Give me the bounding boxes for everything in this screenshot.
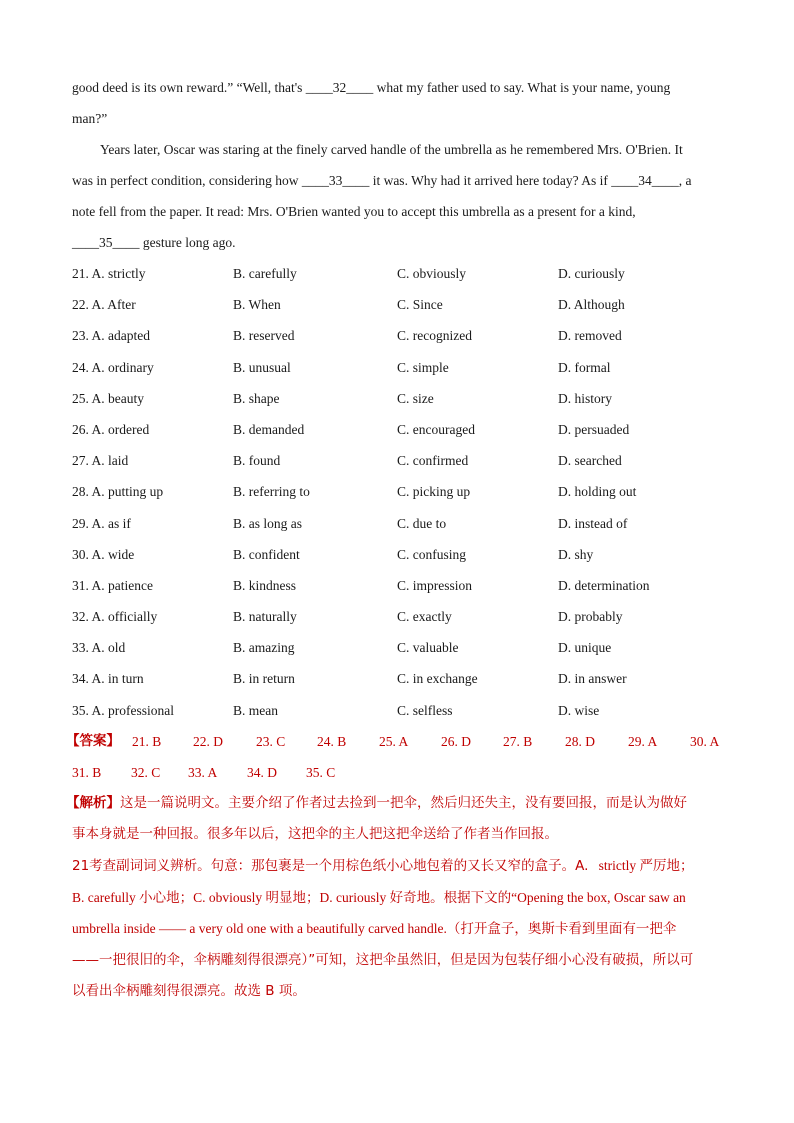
option-b: B. reserved [233, 328, 295, 344]
explanation-line-1 [72, 850, 722, 882]
option-c: C. size [397, 390, 434, 406]
analysis-label: 【解析】 [66, 795, 120, 812]
option-c: C. obviously [397, 266, 467, 281]
option-d: D. unique [558, 640, 612, 656]
option-d: D. in answer [558, 671, 627, 687]
option-b: B. referring to [233, 484, 310, 500]
option-a: 32. A. officially [72, 609, 158, 625]
answer-row-1 [66, 726, 722, 757]
option-a: 22. A. After [72, 297, 136, 313]
answer-item: 28. D [565, 733, 595, 749]
passage-line-6: ____35____ gesture long ago. [72, 235, 236, 250]
passage-line-5: note fell from the paper. It read: Mrs. O'Brien wanted you to accept this umbrella as a present for a kind, [72, 204, 636, 219]
answer-item: 22. D [193, 733, 223, 749]
explanation-line-4: ——一把很旧的伞，伞柄雕刻得很漂亮）”可知，这把伞虽然旧，但是因为包装仔细小心没有破损，所以可 [72, 952, 694, 969]
option-c: C. impression [397, 577, 473, 593]
answer-item: 29. A [628, 733, 658, 749]
answer-item: 25. A [379, 733, 409, 749]
option-b: B. confident [233, 546, 300, 562]
answer-item: 31. B [72, 765, 102, 780]
option-c: C. in exchange [397, 671, 478, 687]
option-c: C. exactly [397, 609, 452, 625]
analysis-section [66, 788, 722, 850]
option-a: 34. A. in turn [72, 671, 144, 687]
explanation-line-5: 以看出伞柄雕刻得很漂亮。故选 B 项。 [72, 983, 306, 1000]
option-a: 29. A. as if [72, 515, 131, 531]
option-a: 27. A. laid [72, 453, 129, 469]
option-d: D. wise [558, 702, 600, 718]
question-row [72, 508, 722, 539]
option-b: B. found [233, 453, 281, 469]
explanation-text: 21考查副词词义辨析。句意：那包裹是一个用棕色纸小心地包着的又长又窄的盒子。A. [72, 858, 589, 875]
option-c: C. confirmed [397, 453, 469, 469]
answer-item: 26. D [441, 733, 471, 749]
passage-line-3: Years later, Oscar was staring at the finely carved handle of the umbrella as he remembered Mrs. O'Brien. It [100, 142, 683, 157]
answer-item: 27. B [503, 733, 533, 749]
option-a: 21. A. strictly [72, 266, 146, 281]
explanation-text: B. carefully 小心地；C. obviously 明显地；D. curiously 好奇地。根据下文的 [72, 890, 512, 906]
option-c: C. recognized [397, 328, 472, 344]
question-row [72, 695, 722, 726]
option-b: B. unusual [233, 359, 291, 375]
option-d: D. curiously [558, 266, 625, 281]
option-b: B. amazing [233, 640, 295, 656]
answer-item: 23. C [256, 733, 286, 749]
option-c: C. valuable [397, 640, 459, 656]
option-d: D. formal [558, 359, 611, 375]
option-c: C. selfless [397, 702, 453, 718]
answer-item: 32. C [131, 765, 161, 780]
answer-row-2 [72, 757, 722, 788]
option-c: C. encouraged [397, 421, 475, 437]
option-d: D. history [558, 390, 612, 406]
option-b: B. When [233, 297, 281, 313]
question-row [72, 383, 722, 414]
answer-item: 34. D [247, 765, 277, 780]
explanation-line-3 [72, 913, 722, 945]
question-options [72, 258, 722, 726]
question-row [72, 414, 722, 445]
option-d: D. removed [558, 328, 622, 344]
answer-key [66, 726, 722, 788]
answer-item: 21. B [132, 733, 162, 749]
option-b: B. kindness [233, 577, 297, 593]
option-a: 26. A. ordered [72, 421, 150, 437]
option-d: D. persuaded [558, 421, 630, 437]
question-row [72, 663, 722, 694]
option-c: C. confusing [397, 546, 466, 562]
passage-line-1: good deed is its own reward.” “Well, that's ____32____ what my father used to say. What is your name, young [72, 80, 671, 95]
question-row [72, 570, 722, 601]
question-row [72, 601, 722, 632]
explanation-text: “Opening the box, Oscar saw an [511, 890, 686, 906]
question-row [72, 289, 722, 320]
explanation-text: umbrella inside —— a very old one with a beautifully carved handle. [72, 921, 447, 937]
option-a: 35. A. professional [72, 702, 174, 718]
option-d: D. shy [558, 546, 594, 562]
option-d: D. searched [558, 453, 622, 469]
option-d: D. probably [558, 609, 623, 625]
question-row [72, 258, 722, 289]
analysis-line-2: 事本身就是一种回报。很多年以后，这把伞的主人把这把伞送给了作者当作回报。 [72, 826, 558, 843]
passage-line-2: man?” [72, 111, 108, 126]
question-row [72, 539, 722, 570]
option-b: B. as long as [233, 515, 302, 531]
option-b: B. carefully [233, 266, 297, 281]
answer-item: 30. A [690, 733, 720, 749]
question-row [72, 476, 722, 507]
option-a: 31. A. patience [72, 577, 153, 593]
analysis-line-1 [66, 788, 722, 819]
question-row [72, 445, 722, 476]
document-page [66, 72, 722, 1007]
option-b: B. shape [233, 390, 280, 406]
option-c: C. simple [397, 359, 449, 375]
analysis-text-1: 这是一篇说明文。主要介绍了作者过去捡到一把伞，然后归还失主，没有要回报，而是认为做好 [120, 795, 687, 812]
option-c: C. due to [397, 515, 447, 531]
answer-item: 24. B [317, 733, 347, 749]
explanation-text: （打开盒子，奥斯卡看到里面有一把伞 [446, 921, 677, 938]
option-b: B. demanded [233, 421, 305, 437]
option-d: D. holding out [558, 484, 637, 500]
option-d: D. instead of [558, 515, 628, 531]
option-b: B. naturally [233, 609, 297, 625]
option-b: B. in return [233, 671, 295, 687]
option-d: D. Although [558, 297, 625, 313]
answer-label: 【答案】 [66, 732, 120, 749]
passage-line-4: was in perfect condition, considering how ____33____ it was. Why had it arrived here today? As if ____34____, a [72, 173, 692, 188]
option-c: C. picking up [397, 484, 471, 500]
question-row [72, 352, 722, 383]
option-a: 28. A. putting up [72, 484, 164, 500]
answer-item: 33. A [188, 765, 218, 780]
explanation-line-2 [72, 882, 722, 913]
option-c: C. Since [397, 297, 443, 313]
option-b: B. mean [233, 702, 278, 718]
question-row [72, 632, 722, 663]
option-a: 30. A. wide [72, 546, 135, 562]
question-row [72, 320, 722, 351]
option-a: 23. A. adapted [72, 328, 150, 344]
explanation-text: strictly 严厉地； [598, 858, 694, 874]
option-a: 25. A. beauty [72, 390, 144, 406]
option-a: 33. A. old [72, 640, 126, 656]
answer-item: 35. C [306, 765, 336, 780]
option-a: 24. A. ordinary [72, 359, 154, 375]
passage [72, 72, 722, 258]
option-d: D. determination [558, 577, 650, 593]
explanation-21 [72, 850, 722, 1007]
